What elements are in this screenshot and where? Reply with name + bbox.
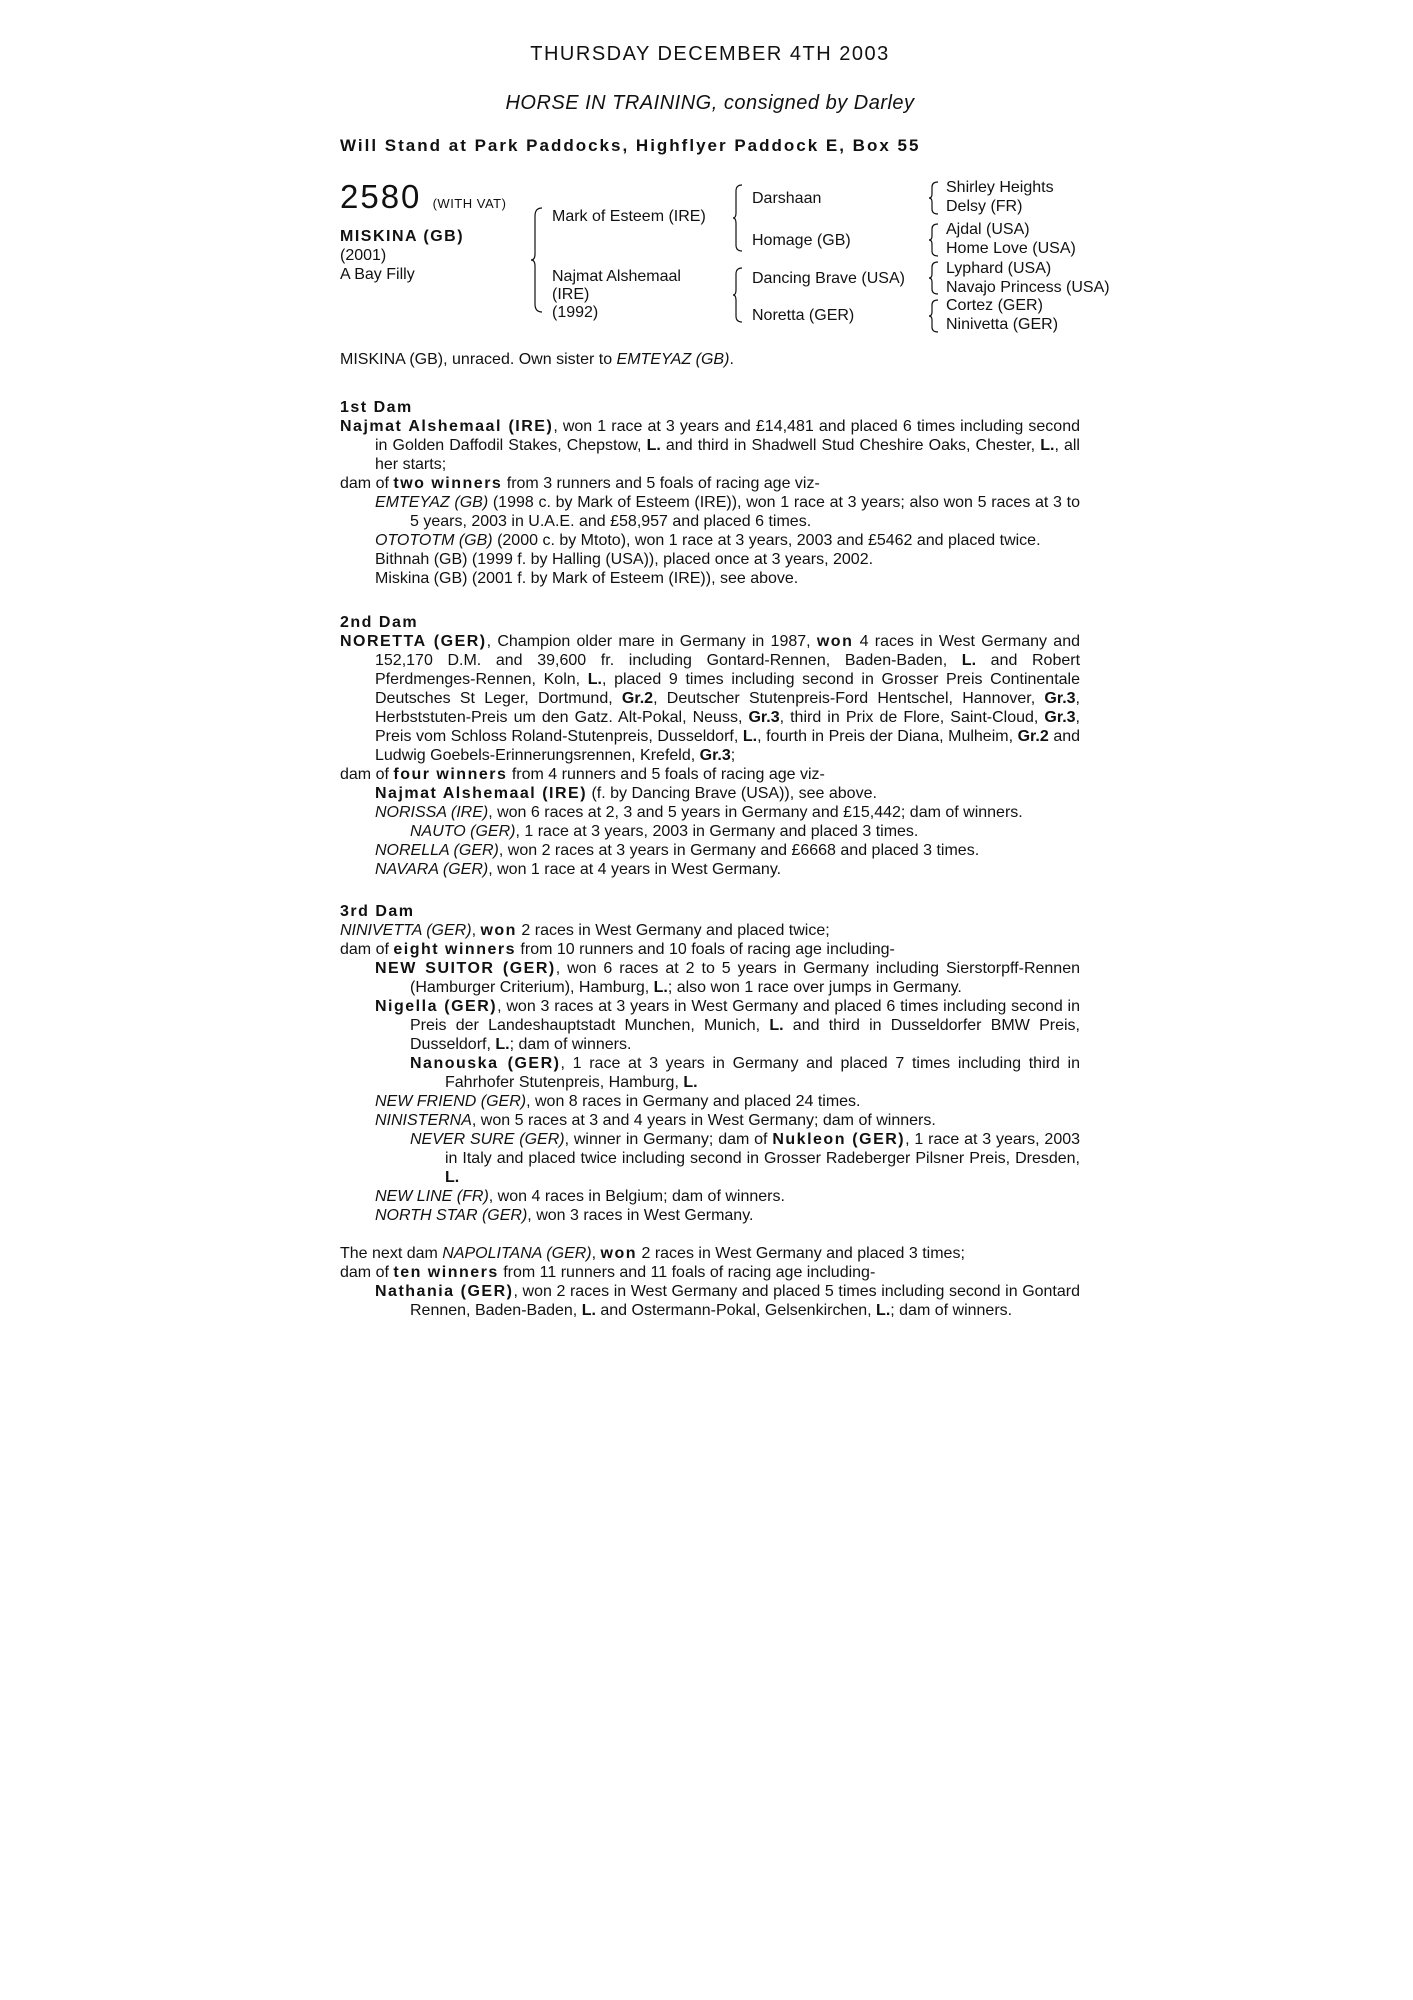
dam1-produce-summary: dam of two winners from 3 runners and 5 foals of racing age viz- bbox=[340, 475, 820, 492]
nextdam-produce-summary: dam of ten winners from 11 runners and 11 foals of racing age including- bbox=[340, 1264, 876, 1281]
pedigree-g2: Delsy (FR) bbox=[946, 198, 1023, 215]
dam3-produce-item: NEW LINE (FR), won 4 races in Belgium; dam of winners. bbox=[375, 1188, 785, 1205]
pedigree-g5: Lyphard (USA) bbox=[946, 260, 1052, 277]
dam2-produce-item: NORISSA (IRE), won 6 races at 2, 3 and 5 years in Germany and £15,442; dam of winners. bbox=[375, 804, 1023, 821]
dam1-record: Najmat Alshemaal (IRE), won 1 race at 3 years and £14,481 and placed 6 times including second in Golden Daffodil Stakes, Chepstow, L. and third in Shadwell Stud Cheshire Oaks, Chester, L., all her starts; bbox=[340, 418, 1080, 473]
pedigree-g4: Home Love (USA) bbox=[946, 240, 1076, 257]
pedigree-brace-dam bbox=[732, 266, 744, 324]
horse-description: A Bay Filly bbox=[340, 266, 415, 283]
pedigree-brace-g2 bbox=[928, 222, 940, 258]
dam3-heading: 3rd Dam bbox=[340, 903, 415, 920]
sale-date: THURSDAY DECEMBER 4TH 2003 bbox=[530, 43, 890, 65]
stand-location: Will Stand at Park Paddocks, Highflyer Paddock E, Box 55 bbox=[340, 136, 921, 155]
horse-name: MISKINA (GB) bbox=[340, 228, 465, 245]
vat-note: (WITH VAT) bbox=[432, 196, 507, 211]
pedigree-brace-g3 bbox=[928, 260, 940, 296]
dam2-produce-summary: dam of four winners from 4 runners and 5 foals of racing age viz- bbox=[340, 766, 825, 783]
nextdam-record: The next dam NAPOLITANA (GER), won 2 races in West Germany and placed 3 times; bbox=[340, 1245, 965, 1262]
lot-number: 2580 bbox=[340, 178, 422, 215]
dam3-produce-summary: dam of eight winners from 10 runners and 10 foals of racing age including- bbox=[340, 941, 895, 958]
dam2-heading: 2nd Dam bbox=[340, 614, 419, 631]
dam1-produce-item: OTOTOTM (GB) (2000 c. by Mtoto), won 1 race at 3 years, 2003 and £5462 and placed twice. bbox=[375, 532, 1041, 549]
intro-line: MISKINA (GB), unraced. Own sister to EMTEYAZ (GB). bbox=[340, 351, 734, 368]
dam2-record: NORETTA (GER), Champion older mare in Germany in 1987, won 4 races in West Germany and 152,170 D.M. and 39,600 fr. including Gontard-Rennen, Baden-Baden, L. and Robert Pferdmenges-Rennen, Koln, L., placed 9 times including second in Grosser Preis Continentale Deutsches St Leger, Dortmund, Gr.2, Deutscher Stutenpreis-Ford Hentschel, Hannover, Gr.3, Herbststuten-Preis um den Gatz. Alt-Pokal, Neuss, Gr.3, third in Prix de Flore, Saint-Cloud, Gr.3, Preis vom Schloss Roland-Stutenpreis, Dusseldorf, L., fourth in Preis der Diana, Mulheim, Gr.2 and Ludwig Goebels-Erinnerungsrennen, Krefeld, Gr.3; bbox=[340, 633, 1081, 764]
pedigree-sire-sire: Darshaan bbox=[752, 190, 822, 207]
dam3-produce-subitem: NEVER SURE (GER), winner in Germany; dam of Nukleon (GER), 1 race at 3 years, 2003 in Italy and placed twice including second in Grosser Radeberger Pilsner Preis, Dresden, L. bbox=[410, 1131, 1081, 1186]
horse-year: (2001) bbox=[340, 247, 387, 264]
nextdam-produce-item: Nathania (GER), won 2 races in West Germany and placed 5 times including second in Gontard Rennen, Baden-Baden, L. and Ostermann-Pokal, Gelsenkirchen, L.; dam of winners. bbox=[375, 1283, 1081, 1319]
pedigree-dam-dam: Noretta (GER) bbox=[752, 307, 855, 324]
pedigree-dam-sire: Dancing Brave (USA) bbox=[752, 270, 905, 287]
pedigree-dam: Najmat Alshemaal (IRE) (1992) bbox=[552, 268, 681, 321]
pedigree-g7: Cortez (GER) bbox=[946, 297, 1043, 314]
pedigree-sire-dam: Homage (GB) bbox=[752, 232, 851, 249]
dam2-produce-item: NAVARA (GER), won 1 race at 4 years in West Germany. bbox=[375, 861, 782, 878]
dam1-produce-item: Miskina (GB) (2001 f. by Mark of Esteem (IRE)), see above. bbox=[375, 570, 799, 587]
dam3-produce-item: NEW SUITOR (GER), won 6 races at 2 to 5 years in Germany including Sierstorpff-Rennen (Hamburger Criterium), Hamburg, L.; also won 1 race over jumps in Germany. bbox=[375, 960, 1080, 996]
lot-number-line bbox=[340, 178, 506, 216]
dam1-produce-item: Bithnah (GB) (1999 f. by Halling (USA)), placed once at 3 years, 2002. bbox=[375, 551, 874, 568]
dam3-record: NINIVETTA (GER), won 2 races in West Germany and placed twice; bbox=[340, 922, 830, 939]
pedigree-brace-g4 bbox=[928, 298, 940, 334]
pedigree-brace-sire bbox=[732, 183, 744, 253]
dam3-produce-item: NINISTERNA, won 5 races at 3 and 4 years in West Germany; dam of winners. bbox=[375, 1112, 936, 1129]
catalogue-body bbox=[340, 350, 1080, 1320]
dam3-produce-item: Nigella (GER), won 3 races at 3 years in West Germany and placed 6 times including second in Preis der Landeshauptstadt Munchen, Munich, L. and third in Dusseldorfer BMW Preis, Dusseldorf, L.; dam of winners. bbox=[375, 998, 1081, 1053]
dam3-produce-subitem: Nanouska (GER), 1 race at 3 years in Germany and placed 7 times including third in Fahrhofer Stutenpreis, Hamburg, L. bbox=[410, 1055, 1080, 1091]
pedigree-g3: Ajdal (USA) bbox=[946, 221, 1030, 238]
dam2-produce-subitem: NAUTO (GER), 1 race at 3 years, 2003 in Germany and placed 3 times. bbox=[410, 823, 919, 840]
pedigree-g1: Shirley Heights bbox=[946, 179, 1054, 196]
dam1-produce-item: EMTEYAZ (GB) (1998 c. by Mark of Esteem (IRE)), won 1 race at 3 years; also won 5 races at 3 to 5 years, 2003 in U.A.E. and £58,957 and placed 6 times. bbox=[375, 494, 1080, 530]
dam3-produce-item: NORTH STAR (GER), won 3 races in West Germany. bbox=[375, 1207, 754, 1224]
consignment-line: HORSE IN TRAINING, consigned by Darley bbox=[505, 92, 915, 114]
dam1-heading: 1st Dam bbox=[340, 399, 413, 416]
dam3-produce-item: NEW FRIEND (GER), won 8 races in Germany and placed 24 times. bbox=[375, 1093, 861, 1110]
dam2-produce-item: Najmat Alshemaal (IRE) (f. by Dancing Brave (USA)), see above. bbox=[375, 785, 877, 802]
pedigree-brace-main bbox=[530, 206, 544, 314]
pedigree-g6: Navajo Princess (USA) bbox=[946, 279, 1110, 296]
pedigree-g8: Ninivetta (GER) bbox=[946, 316, 1059, 333]
pedigree-brace-g1 bbox=[928, 180, 940, 216]
dam2-produce-item: NORELLA (GER), won 2 races at 3 years in Germany and £6668 and placed 3 times. bbox=[375, 842, 980, 859]
pedigree-sire: Mark of Esteem (IRE) bbox=[552, 208, 706, 225]
